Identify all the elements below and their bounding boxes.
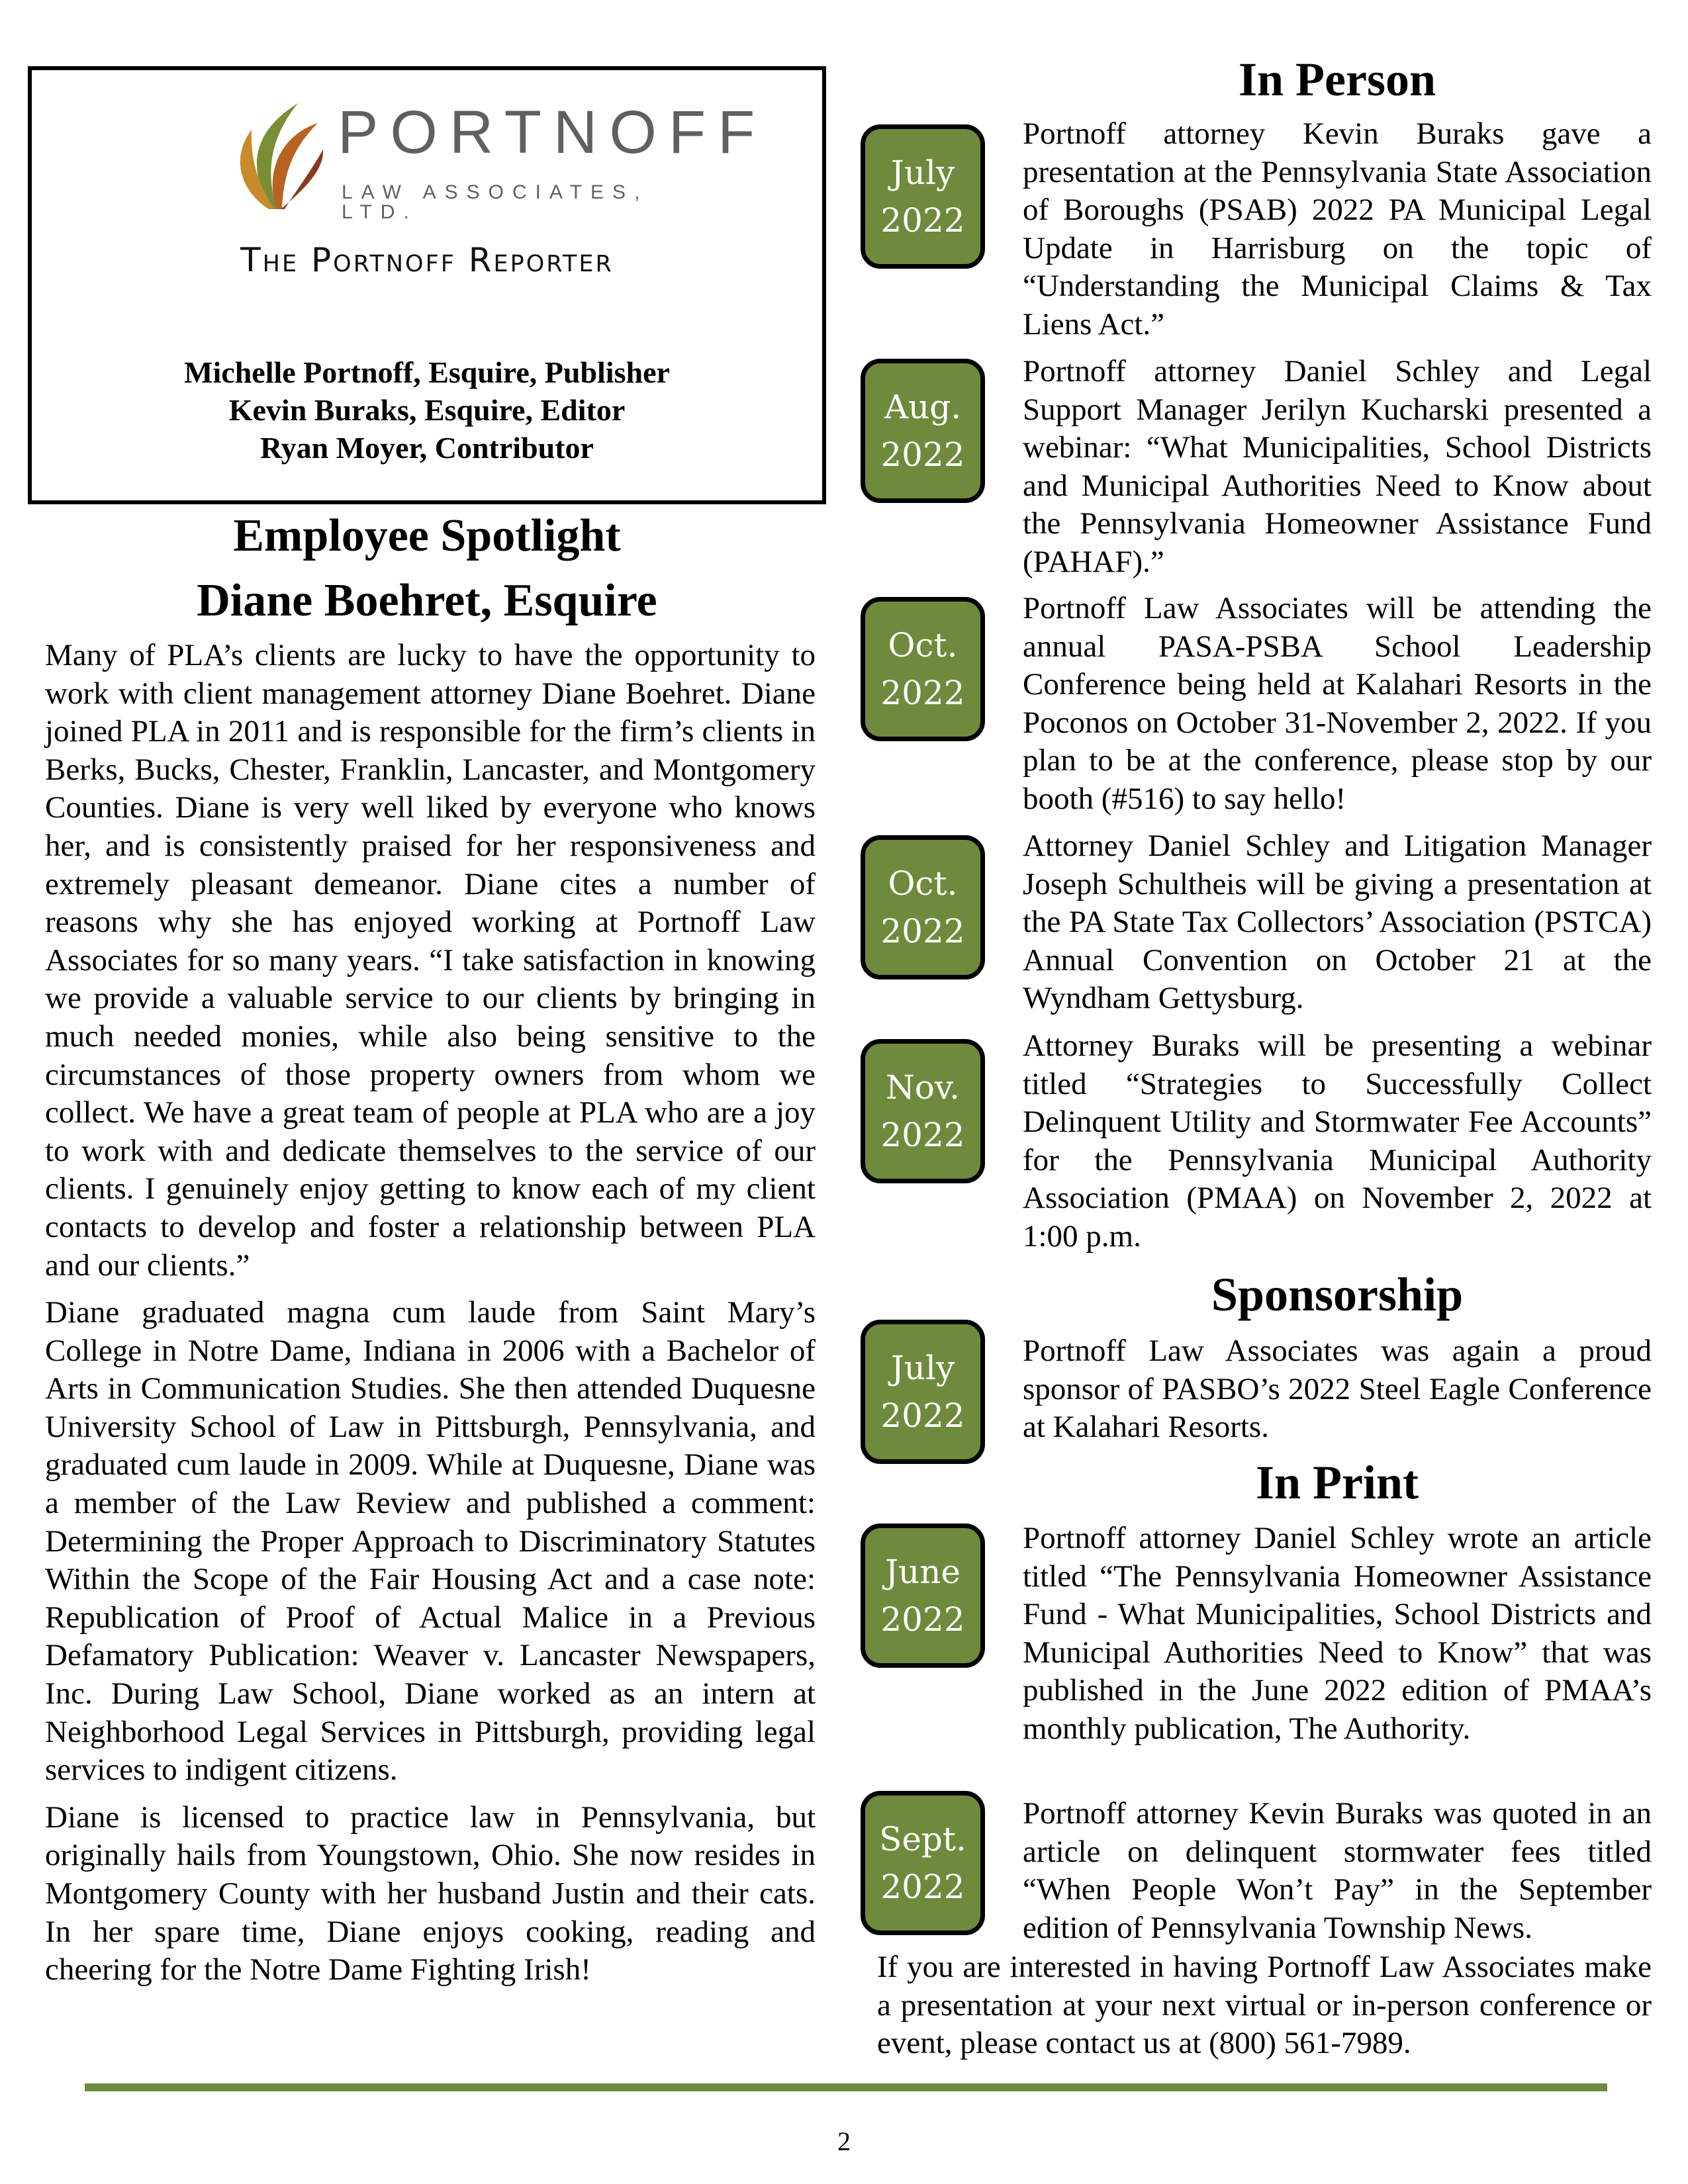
date-badge [861, 1320, 985, 1464]
footer-rule [85, 2083, 1607, 2091]
badge-month: June [884, 1553, 961, 1591]
badge-year: 2022 [880, 1868, 965, 1906]
badge-month: Sept. [879, 1820, 966, 1858]
badge-year: 2022 [880, 1600, 965, 1639]
in-person-heading: In Person [1238, 53, 1436, 106]
date-badge [861, 1791, 985, 1935]
spotlight-paragraph: Many of PLA’s clients are lucky to have the opportunity to work with client management attorney Diane Boehret. Diane joined PLA in 2011 and is responsible for the firm’s clients in Berks, Bucks, Chester, Franklin, Lancaster, and Montgomery Counties. Diane is very well liked by everyone who knows her, and is consistently praised for her responsiveness and extremely pleasant demeanor. Diane cites a number of reasons why she has enjoyed working at Portnoff Law Associates for so many years. “I take satisfaction in knowing we provide a valuable service to our clients by bringing in much needed monies, while also being sensitive to the circumstances of those property owners from whom we collect. We have a great team of people at PLA who are a joy to work with and dedicate themselves to the service of our clients. I genuinely enjoy getting to know each of my client contacts to develop and foster a relationship between PLA and our clients.” [45, 638, 816, 1283]
badge-month: July [890, 1349, 955, 1387]
spotlight-paragraph: Diane graduated magna cum laude from Saint Mary’s College in Notre Dame, Indiana in 2006 with a Bachelor of Arts in Communication Studies. She then attended Duquesne University School of Law in Pittsburgh, Pennsylvania, and graduated cum laude in 2009. While at Duquesne, Diane was a member of the Law Review and published a comment: Determining the Proper Approach to Discriminatory Statutes Within the Scope of the Fair Housing Act and a case note: Republication of Proof of Actual Malice in a Previous Defamatory Publication: Weaver v. Lancaster Newspapers, Inc. During Law School, Diane worked as an intern at Neighborhood Legal Services in Pittsburgh, providing legal services to indigent citizens. [45, 1295, 816, 1788]
staff-editor: Kevin Buraks, Esquire, Editor [228, 393, 626, 427]
badge-year: 2022 [880, 674, 965, 712]
in-print-heading: In Print [1255, 1456, 1419, 1509]
badge-month: Oct. [888, 626, 958, 664]
date-badge [861, 1524, 985, 1668]
portnoff-logo [205, 97, 767, 223]
staff-credits [32, 353, 822, 467]
closing-paragraph: If you are interested in having Portnoff Law Associates make a presentation at your next virtual or in-person conference or event, please contact us at (800) 561-7989. [877, 1950, 1652, 2061]
badge-month: Aug. [884, 388, 962, 426]
sponsorship-heading: Sponsorship [1211, 1268, 1464, 1321]
date-badge [861, 124, 985, 269]
spotlight-article [45, 637, 816, 1999]
staff-contributor: Ryan Moyer, Contributor [260, 431, 594, 465]
badge-year: 2022 [880, 1116, 965, 1154]
badge-year: 2022 [880, 912, 965, 950]
newsletter-title: The Portnoff Reporter [240, 241, 614, 279]
badge-month: Oct. [888, 864, 958, 903]
date-badge [861, 359, 985, 503]
masthead-box [28, 66, 826, 504]
logo-subtitle: LAW ASSOCIATES, LTD. [342, 181, 649, 223]
event-text: Attorney Buraks will be presenting a webinar titled “Strategies to Successfully Collect Delinquent Utility and Stormwater Fee Accounts” for the Pennsylvania Municipal Authority Association (PMAA) on November 2, 2022 at 1:00 p.m. [1023, 1028, 1652, 1253]
spotlight-name: Diane Boehret, Esquire [197, 575, 657, 626]
date-badge [861, 597, 985, 741]
badge-month: Nov. [885, 1068, 961, 1107]
badge-year: 2022 [880, 201, 965, 240]
event-text: Portnoff attorney Kevin Buraks gave a presentation at the Pennsylvania State Association of Boroughs (PSAB) 2022 PA Municipal Legal Update in Harrisburg on the topic of “Understanding the Municipal Claims & Tax Liens Act.” [1023, 116, 1652, 341]
sponsorship-text: Portnoff Law Associates was again a proud sponsor of PASBO’s 2022 Steel Eagle Conference at Kalahari Resorts. [1023, 1334, 1652, 1445]
event-text: Portnoff Law Associates will be attending the annual PASA-PSBA School Leadership Conference being held at Kalahari Resorts in the Poconos on October 31-November 2, 2022. If you plan to be at the conference, please stop by our booth (#516) to say hello! [1023, 591, 1652, 816]
badge-year: 2022 [880, 435, 965, 474]
event-text: Attorney Daniel Schley and Litigation Manager Joseph Schultheis will be giving a presentation at the PA State Tax Collectors’ Association (PSTCA) Annual Convention on October 21 at the Wyndham Gettysburg. [1023, 829, 1652, 1016]
date-badge [861, 1039, 985, 1183]
leaf-logo-icon [225, 97, 324, 216]
logo-wordmark: PORTNOFF [338, 99, 767, 166]
date-badge [861, 835, 985, 979]
page-number: 2 [837, 2126, 851, 2156]
badge-year: 2022 [880, 1396, 965, 1435]
print-text: Portnoff attorney Daniel Schley wrote an article titled “The Pennsylvania Homeowner Assistance Fund - What Municipalities, School Districts and Municipal Authorities Need to Know” that was published in the June 2022 edition of PMAA’s monthly publication, The Authority. [1023, 1521, 1652, 1746]
staff-publisher: Michelle Portnoff, Esquire, Publisher [184, 355, 670, 389]
print-text: Portnoff attorney Kevin Buraks was quoted in an article on delinquent stormwater fees titled “When People Won’t Pay” in the September edition of Pennsylvania Township News. [1023, 1796, 1652, 1945]
spotlight-heading: Employee Spotlight [233, 510, 621, 561]
badge-month: July [890, 154, 955, 192]
spotlight-paragraph: Diane is licensed to practice law in Pennsylvania, but originally hails from Youngstown, Ohio. She now resides in Montgomery County with her husband Justin and their cats. In her spare time, Diane enjoys cooking, reading and cheering for the Notre Dame Fighting Irish! [45, 1799, 816, 1987]
event-text: Portnoff attorney Daniel Schley and Legal Support Manager Jerilyn Kucharski presented a webinar: “What Municipalities, School Districts and Municipal Authorities Need to Know about the Pennsylvania Homeowner Assistance Fund (PAHAF).” [1023, 354, 1652, 579]
